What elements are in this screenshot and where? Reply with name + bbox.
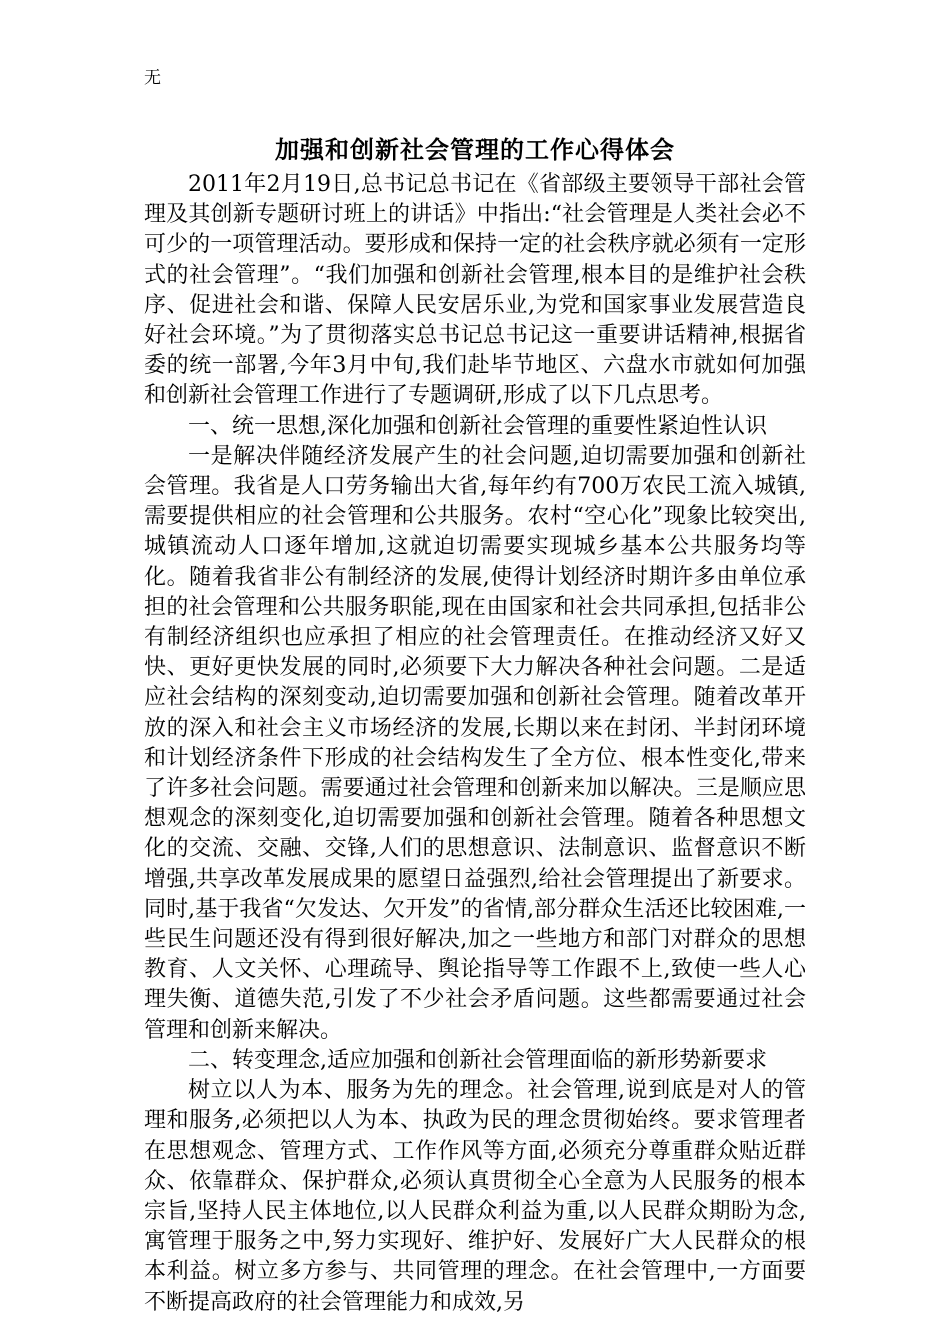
body-paragraph: 树立以人为本、服务为先的理念。社会管理,说到底是对人的管理和服务,必须把以人为本、执政为民的理念贯彻始终。要求管理者在思想观念、管理方式、工作作风等方面,必须充分尊重群众贴近群众、依靠群众、保护群众,必须认真贯彻全心全意为人民服务的根本宗旨,坚持人民主体地位,以人民群众利益为重,以人民群众期盼为念,寓管理于服务之中,努力实现好、维护好、发展好广大人民群众的根本利益。树立多方参与、共同管理的理念。在社会管理中,一方面要不断提高政府的社会管理能力和成效,另 — [144, 1078, 806, 1315]
section-heading: 一、统一思想,深化加强和创新社会管理的重要性紧迫性认识 — [188, 413, 767, 439]
document-body — [144, 170, 806, 1318]
body-paragraph: 2011年2月19日,总书记总书记在《省部级主要领导干部社会管理及其创新专题研讨班上的讲话》中指出:“社会管理是人类社会必不可少的一项管理活动。要形成和保持一定的社会秩序就必须有一定形式的社会管理”。“我们加强和创新社会管理,根本目的是维护社会秩序、促进社会和谐、保障人民安居乐业,为党和国家事业发展营造良好社会环境。”为了贯彻落实总书记总书记这一重要讲话精神,根据省委的统一部署,今年3月中旬,我们赴毕节地区、六盘水市就如何加强和创新社会管理工作进行了专题调研,形成了以下几点思考。 — [144, 172, 806, 409]
section-heading: 二、转变理念,适应加强和创新社会管理面临的新形势新要求 — [188, 1047, 767, 1073]
body-paragraph: 一是解决伴随经济发展产生的社会问题,迫切需要加强和创新社会管理。我省是人口劳务输出大省,每年约有700万农民工流入城镇,需要提供相应的社会管理和公共服务。农村“空心化”现象比较突出,城镇流动人口逐年增加,这就迫切需要实现城乡基本公共服务均等化。随着我省非公有制经济的发展,使得计划经济时期许多由单位承担的社会管理和公共服务职能,现在由国家和社会共同承担,包括非公有制经济组织也应承担了相应的社会管理责任。在推动经济又好又快、更好更快发展的同时,必须要下大力解决各种社会问题。二是适应社会结构的深刻变动,迫切需要加强和创新社会管理。随着改革开放的深入和社会主义市场经济的发展,长期以来在封闭、半封闭环境和计划经济条件下形成的社会结构发生了全方位、根本性变化,带来了许多社会问题。需要通过社会管理和创新来加以解决。三是顺应思想观念的深刻变化,迫切需要加强和创新社会管理。随着各种思想文化的交流、交融、交锋,人们的思想意识、法制意识、监督意识不断增强,共享改革发展成果的愿望日益强烈,给社会管理提出了新要求。同时,基于我省“欠发达、欠开发”的省情,部分群众生活还比较困难,一些民生问题还没有得到很好解决,加之一些地方和部门对群众的思想教育、人文关怀、心理疏导、舆论指导等工作跟不上,致使一些人心理失衡、道德失范,引发了不少社会矛盾问题。这些都需要通过社会管理和创新来解决。 — [144, 443, 806, 1043]
document-title: 加强和创新社会管理的工作心得体会 — [275, 135, 675, 164]
header-mark: 无 — [144, 68, 161, 88]
